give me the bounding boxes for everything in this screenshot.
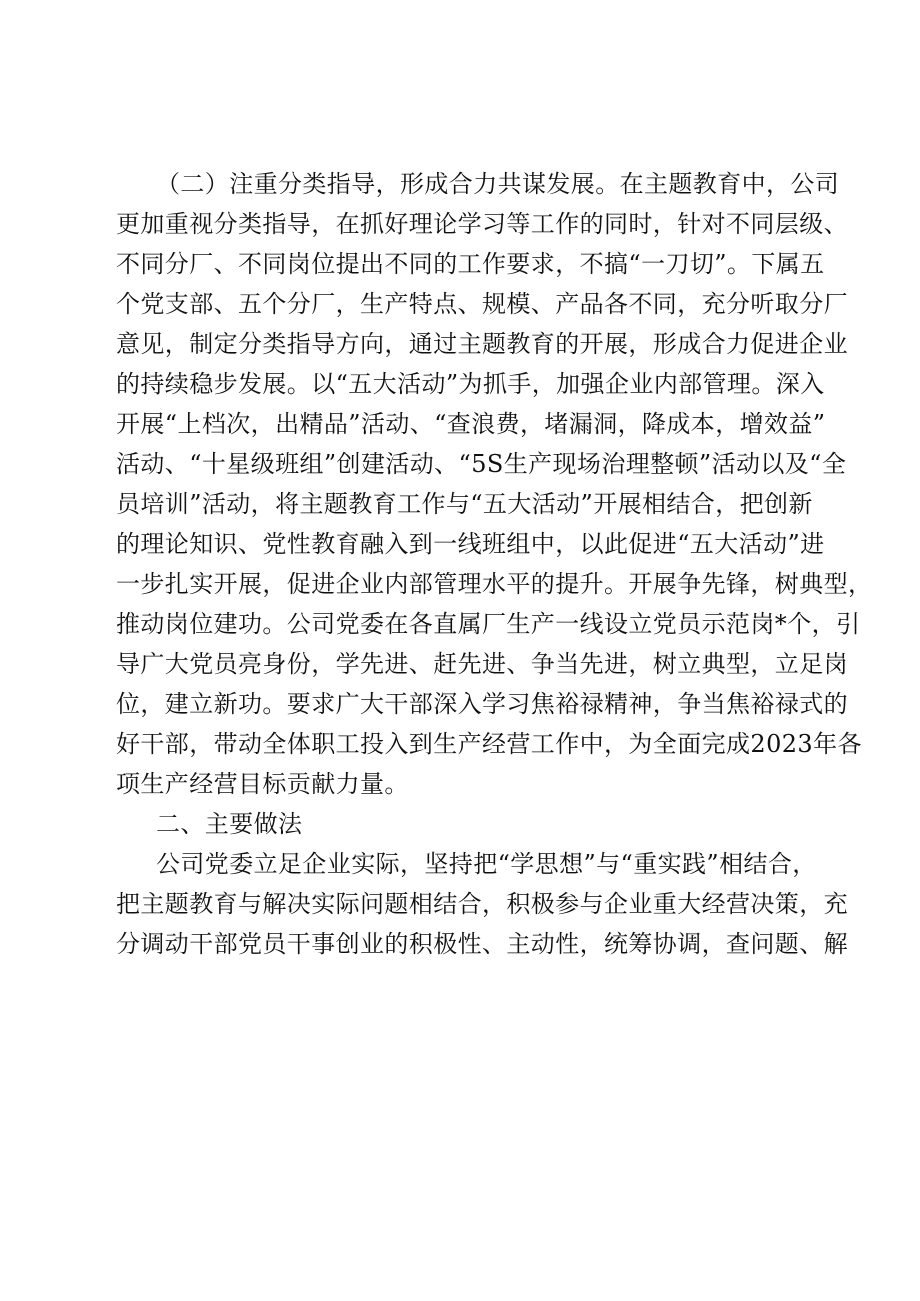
paragraph-1-line-13: 导广大党员亮身份，学先进、赶先进、争当先进，树立典型，立足岗: [116, 650, 848, 678]
paragraph-1-line-4: 个党支部、五个分厂，生产特点、规模、产品各不同，充分听取分厂: [116, 290, 848, 318]
paragraph-1-line-5: 意见，制定分类指导方向，通过主题教育的开展，形成合力促进企业: [116, 330, 848, 358]
paragraph-1-line-16: 项生产经营目标贡献力量。: [116, 770, 409, 798]
section-heading: 二、主要做法: [156, 810, 303, 838]
document-body: [116, 164, 873, 964]
paragraph-1-line-6: 的持续稳步发展。以“五大活动”为抓手，加强企业内部管理。深入: [116, 370, 825, 398]
paragraph-3-line-1: 公司党委立足企业实际，坚持把“学思想”与“重实践”相结合，: [156, 850, 817, 878]
paragraph-1-line-3: 不同分厂、不同岗位提出不同的工作要求，不搞“一刀切”。下属五: [116, 250, 825, 278]
paragraph-3-line-3: 分调动干部党员干事创业的积极性、主动性，统筹协调，查问题、解: [116, 930, 848, 958]
paragraph-3-line-2: 把主题教育与解决实际问题相结合，积极参与企业重大经营决策，充: [116, 890, 848, 918]
paragraph-1-line-10: 的理论知识、党性教育融入到一线班组中，以此促进“五大活动”进: [116, 530, 825, 558]
paragraph-1-line-15: 好干部，带动全体职工投入到生产经营工作中，为全面完成2023年各: [116, 730, 862, 758]
paragraph-1-line-14: 位，建立新功。要求广大干部深入学习焦裕禄精神，争当焦裕禄式的: [116, 690, 848, 718]
paragraph-1-line-12: 推动岗位建功。公司党委在各直属厂生产一线设立党员示范岗*个，引: [116, 610, 861, 638]
paragraph-1-line-7: 开展“上档次，出精品”活动、“查浪费，堵漏洞，降成本，增效益”: [116, 410, 826, 438]
paragraph-1-line-1: （二）注重分类指导，形成合力共谋发展。在主题教育中，公司: [156, 170, 840, 198]
paragraph-1-line-9: 员培训”活动，将主题教育工作与“五大活动”开展相结合，把创新: [116, 490, 813, 518]
paragraph-1-line-11: 一步扎实开展，促进企业内部管理水平的提升。开展争先锋，树典型，: [116, 570, 873, 598]
paragraph-1-line-8: 活动、“十星级班组”创建活动、“5S生产现场治理整顿”活动以及“全: [116, 450, 847, 478]
paragraph-1-line-2: 更加重视分类指导，在抓好理论学习等工作的同时，针对不同层级、: [116, 210, 848, 238]
